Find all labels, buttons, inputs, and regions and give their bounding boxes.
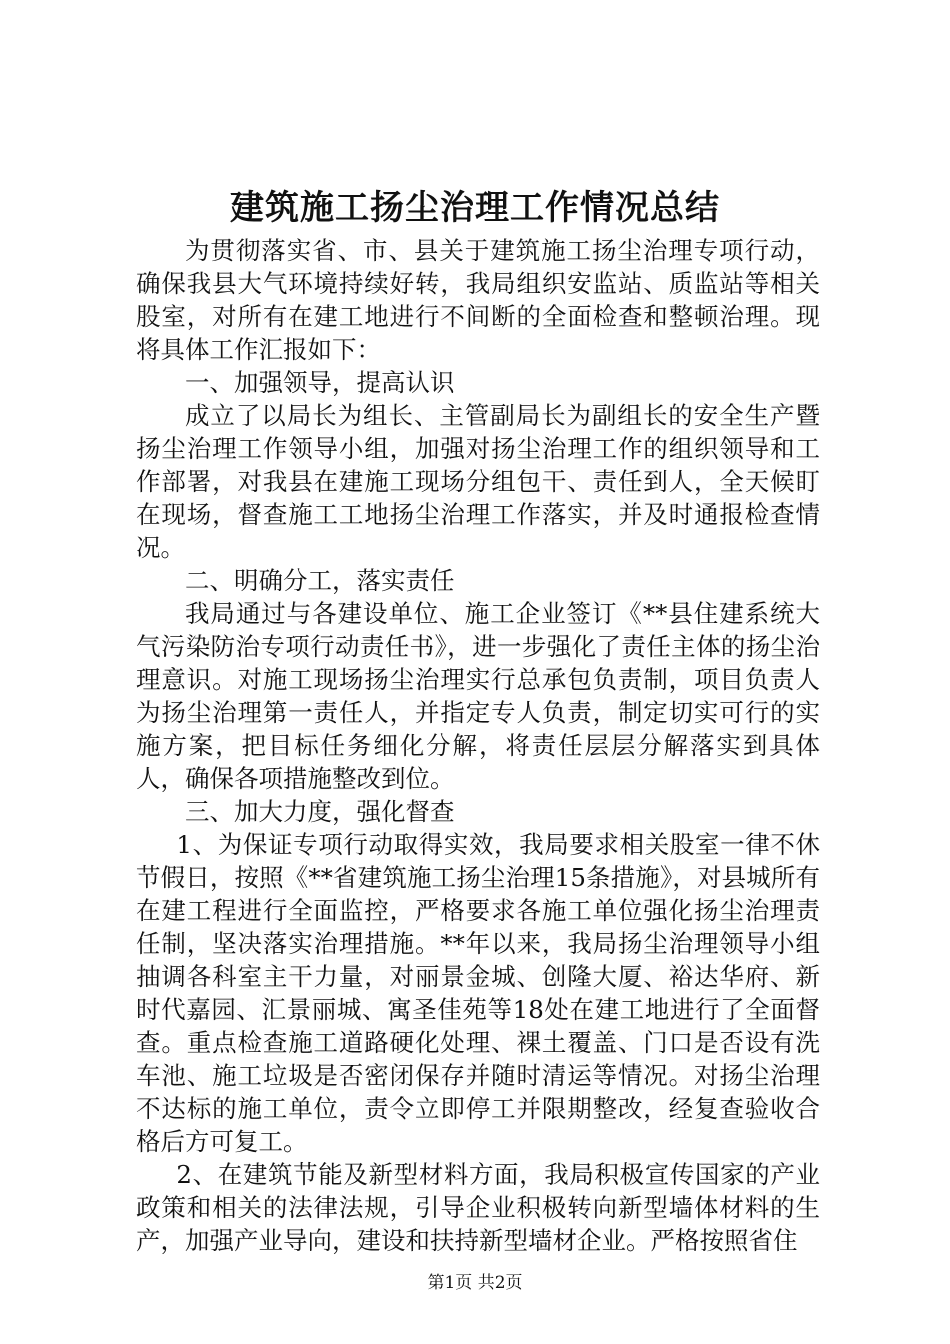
section-heading-3: 三、加大力度，强化督查	[185, 797, 455, 826]
page-number-footer: 第1页 共2页	[427, 1273, 523, 1293]
section-2-paragraph: 我局通过与各建设单位、施工企业签订《**县住建系统大气污染防治专项行动责任书》，进一步强化了责任主体的扬尘治理意识。对施工现场扬尘治理实行总承包负责制，项目负责人为扬尘治理第一责任人，并指定专人负责，制定切实可行的实施方案，把目标任务细化分解，将责任层层分解落实到具体人，确保各项措施整改到位。	[136, 599, 820, 793]
section-3-item-1: 1、为保证专项行动取得实效，我局要求相关股室一律不休节假日，按照《**省建筑施工扬尘治理15条措施》，对县城所有在建工程进行全面监控，严格要求各施工单位强化扬尘治理责任制，坚决落实治理措施。**年以来，我局扬尘治理领导小组抽调各科室主干力量，对丽景金城、创隆大厦、裕达华府、新时代嘉园、汇景丽城、寓圣佳苑等18处在建工地进行了全面督查。重点检查施工道路硬化处理、裸土覆盖、门口是否设有洗车池、施工垃圾是否密闭保存并随时清运等情况。对扬尘治理不达标的施工单位，责令立即停工并限期整改，经复查验收合格后方可复工。	[136, 830, 820, 1156]
section-heading-1: 一、加强领导，提高认识	[185, 368, 455, 397]
document-body	[136, 234, 820, 1257]
document-title: 建筑施工扬尘治理工作情况总结	[230, 188, 720, 228]
section-1-paragraph: 成立了以局长为组长、主管副局长为副组长的安全生产暨扬尘治理工作领导小组，加强对扬尘治理工作的组织领导和工作部署，对我县在建施工现场分组包干、责任到人，全天候盯在现场，督查施工工地扬尘治理工作落实，并及时通报检查情况。	[136, 401, 820, 562]
section-heading-2: 二、明确分工，落实责任	[185, 566, 455, 595]
section-3-item-2: 2、在建筑节能及新型材料方面，我局积极宣传国家的产业政策和相关的法律法规，引导企业积极转向新型墙体材料的生产，加强产业导向，建设和扶持新型墙材企业。严格按照省住	[136, 1160, 820, 1255]
intro-paragraph: 为贯彻落实省、市、县关于建筑施工扬尘治理专项行动，确保我县大气环境持续好转，我局组织安监站、质监站等相关股室，对所有在建工地进行不间断的全面检查和整顿治理。现将具体工作汇报如下：	[136, 236, 820, 364]
